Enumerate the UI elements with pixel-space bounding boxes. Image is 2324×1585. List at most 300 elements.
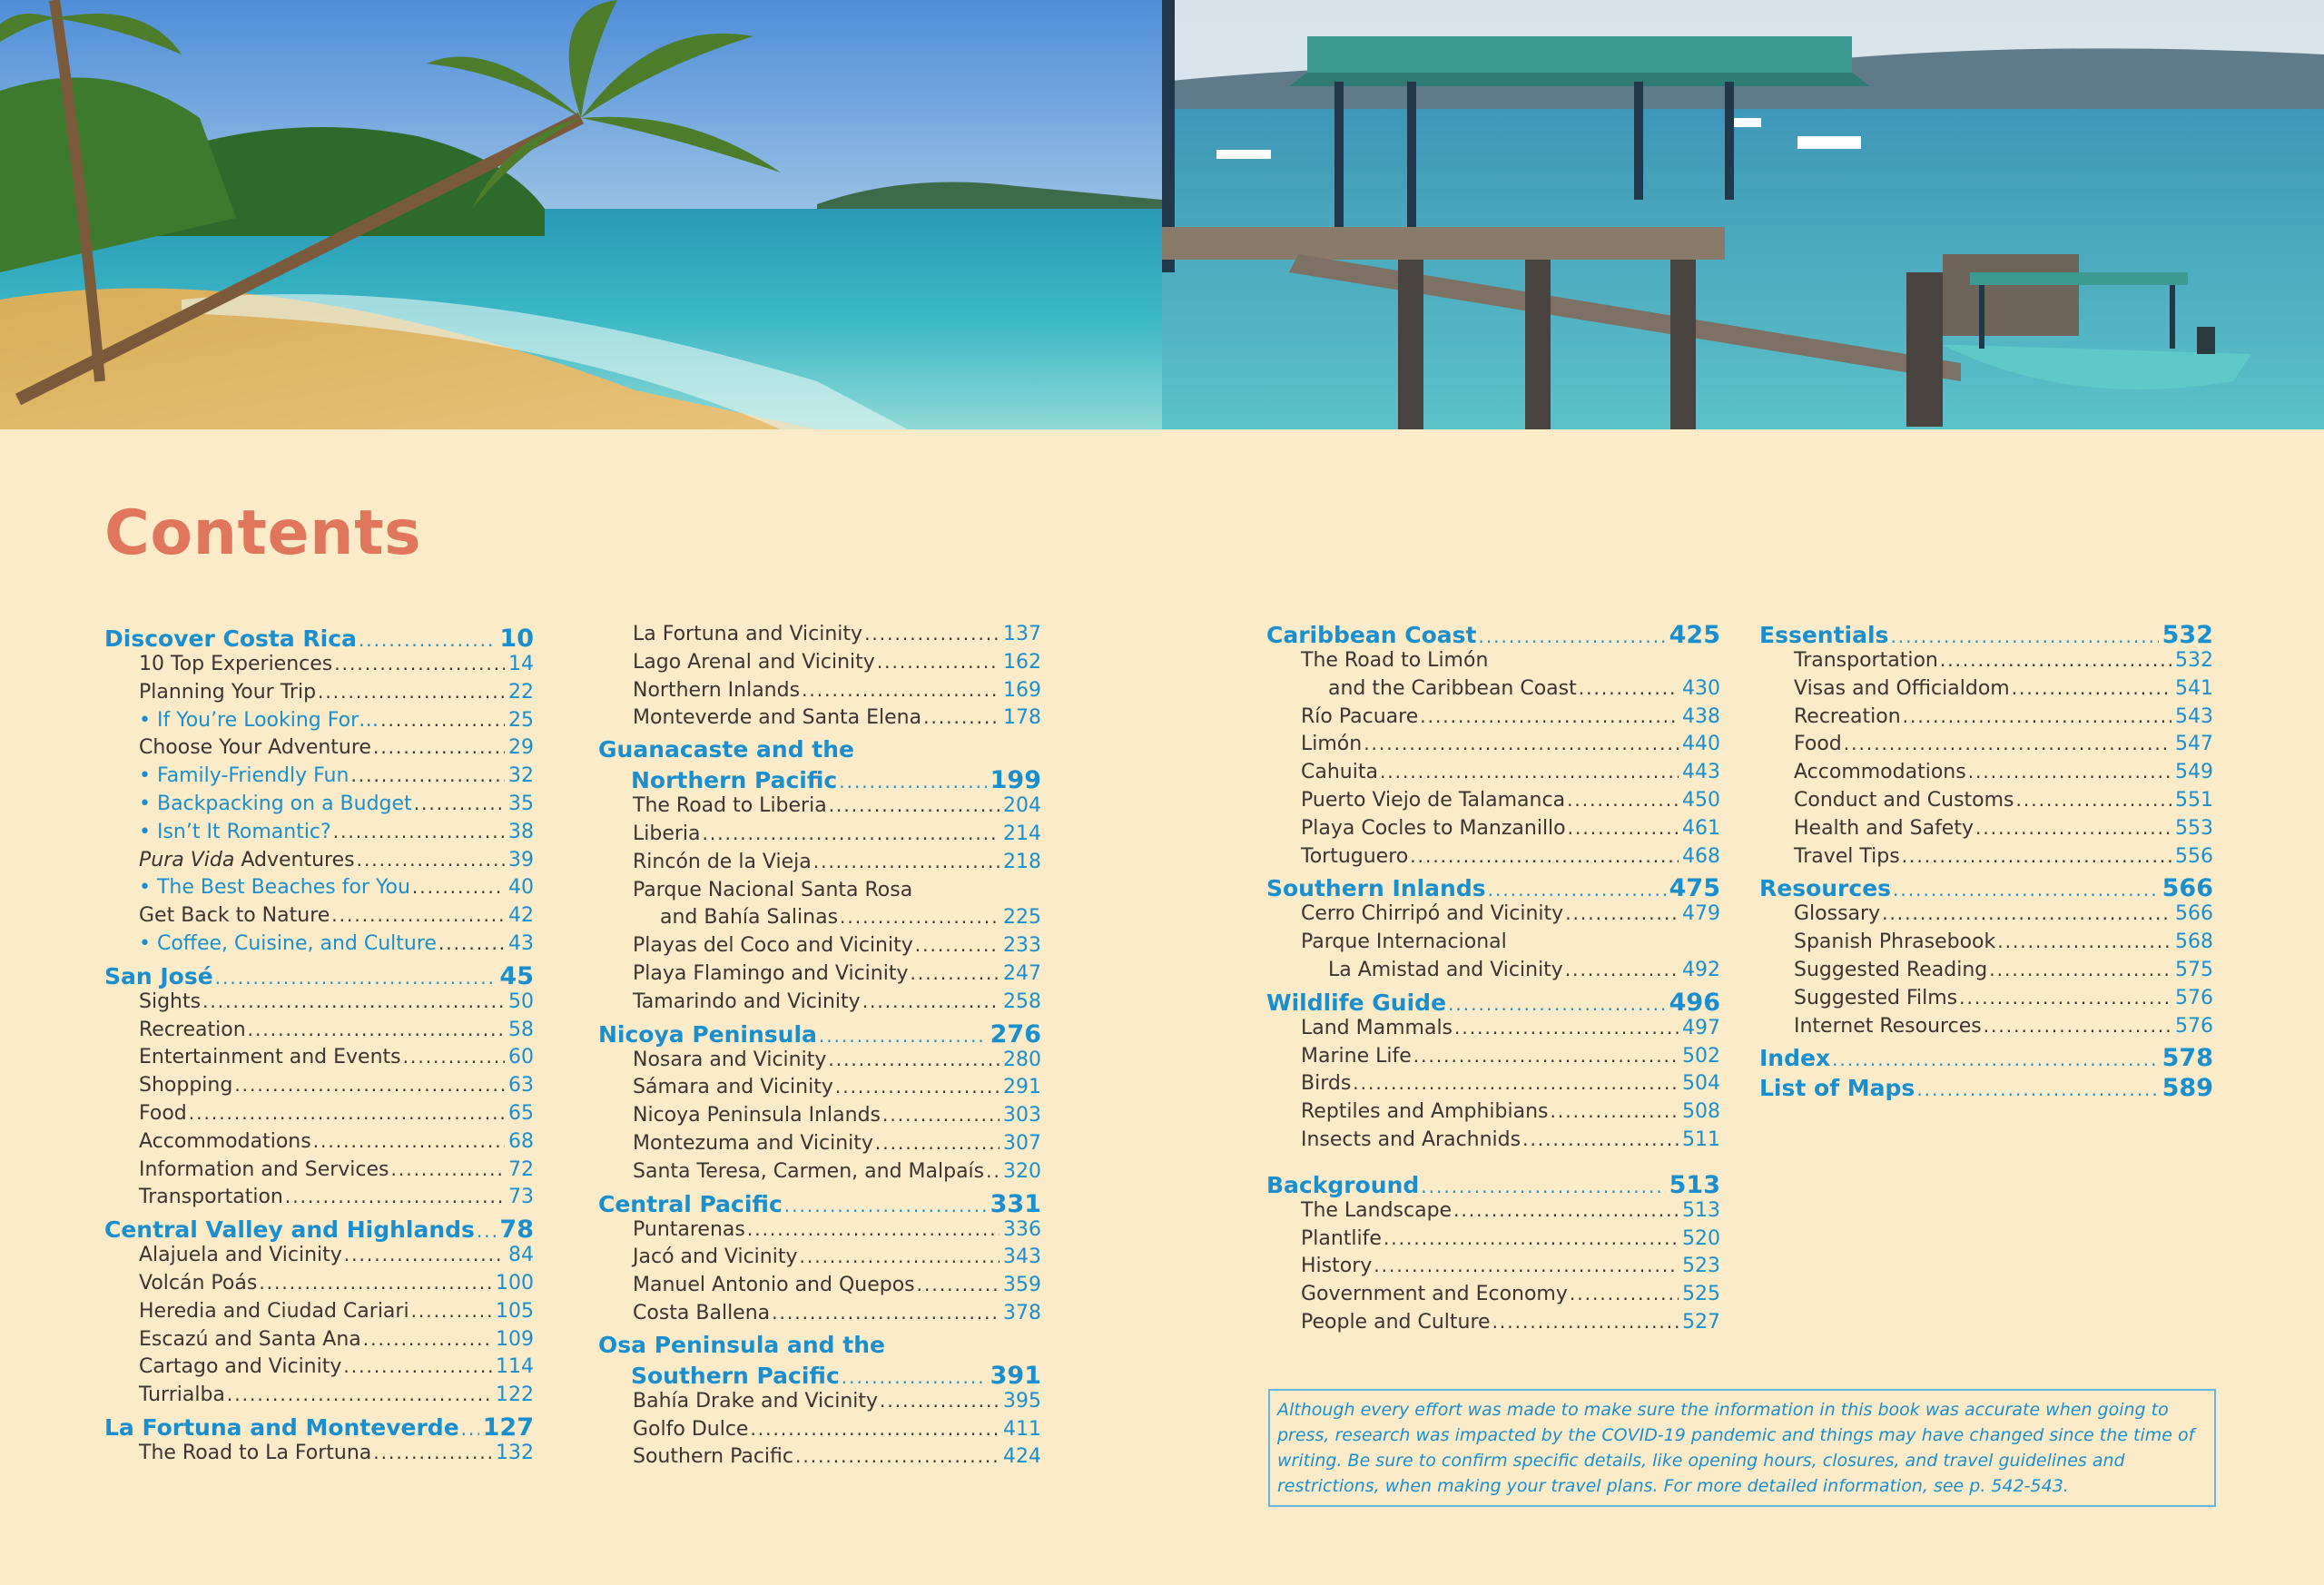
- page-number: 450: [1682, 788, 1720, 812]
- leader-dots: [1410, 845, 1679, 867]
- toc-entry-label: The Road to Limón: [1301, 649, 1489, 672]
- toc-section-entry[interactable]: [1266, 1171, 1720, 1199]
- page-number: 589: [2162, 1074, 2213, 1103]
- leader-dots: [1984, 1015, 2171, 1037]
- toc-entry[interactable]: [598, 822, 1041, 851]
- toc-entry[interactable]: [1266, 677, 1720, 705]
- leader-dots: [1989, 959, 2171, 980]
- toc-entry[interactable]: [104, 1355, 534, 1383]
- toc-entry-label: Nicoya Peninsula Inlands: [633, 1104, 881, 1127]
- toc-section-entry[interactable]: [1759, 621, 2213, 649]
- leader-dots: [1579, 677, 1679, 699]
- leader-dots: [1492, 1311, 1679, 1333]
- toc-entry[interactable]: [104, 1046, 534, 1074]
- toc-entry[interactable]: [598, 1132, 1041, 1160]
- leader-dots: [1832, 1048, 2159, 1070]
- leader-dots: [923, 706, 1000, 728]
- leader-dots: [910, 962, 1000, 984]
- leader-dots: [1353, 1072, 1679, 1094]
- toc-entry-label: Reptiles and Amphibians: [1301, 1100, 1549, 1124]
- page-number: 541: [2175, 676, 2213, 700]
- page-number: 468: [1682, 844, 1720, 868]
- toc-entry[interactable]: [598, 1048, 1041, 1077]
- leader-dots: [343, 1355, 492, 1377]
- leader-dots: [412, 876, 505, 898]
- leader-dots: [477, 1220, 496, 1242]
- toc-entry-label: • If You’re Looking For…: [139, 708, 379, 732]
- toc-entry-label: Marine Life: [1301, 1044, 1412, 1068]
- toc-entry[interactable]: [104, 932, 534, 960]
- toc-entry[interactable]: [104, 904, 534, 932]
- page-number: 100: [496, 1271, 534, 1295]
- page-number: 204: [1003, 794, 1041, 818]
- toc-section-entry[interactable]: [598, 736, 1041, 764]
- toc-section-entry[interactable]: [598, 1190, 1041, 1218]
- page-number: 566: [2175, 902, 2213, 926]
- leader-dots: [189, 1102, 505, 1124]
- toc-entry-label: Planning Your Trip: [139, 680, 317, 704]
- toc-entry-label: Recreation: [139, 1018, 246, 1041]
- toc-entry[interactable]: [104, 653, 534, 681]
- toc-entry[interactable]: [1759, 902, 2213, 930]
- page-number: 461: [1682, 816, 1720, 840]
- toc-entry[interactable]: [1266, 845, 1720, 873]
- page-number: 492: [1682, 958, 1720, 981]
- toc-entry[interactable]: [104, 1328, 534, 1356]
- page-number: 84: [508, 1244, 534, 1267]
- toc-entry[interactable]: [104, 1300, 534, 1328]
- leader-dots: [202, 990, 505, 1012]
- toc-entry-label: Government and Economy: [1301, 1283, 1568, 1306]
- toc-entry[interactable]: [104, 1074, 534, 1102]
- leader-dots: [1568, 817, 1679, 839]
- toc-entry-label: Information and Services: [139, 1157, 389, 1181]
- leader-dots: [318, 681, 505, 703]
- toc-entry-label: Puerto Viejo de Talamanca: [1301, 788, 1566, 812]
- header-photos: [0, 0, 2324, 429]
- page-number: 320: [1003, 1159, 1041, 1183]
- leader-dots: [2012, 677, 2171, 699]
- toc-section-entry[interactable]: [1266, 621, 1720, 649]
- leader-dots: [795, 1445, 1000, 1467]
- page-number: 496: [1669, 988, 1720, 1017]
- toc-entry[interactable]: [598, 851, 1041, 879]
- toc-entry-label: • Backpacking on a Budget: [139, 792, 412, 815]
- toc-entry[interactable]: [1266, 649, 1720, 677]
- toc-entry-label: The Road to Liberia: [633, 794, 827, 818]
- toc-entry-label: Accommodations: [1794, 761, 1966, 784]
- toc-entry-label: and Bahía Salinas: [660, 906, 839, 930]
- leader-dots: [1570, 1283, 1679, 1304]
- toc-section-entry[interactable]: [104, 625, 534, 653]
- leader-dots: [877, 651, 1000, 673]
- toc-section-entry[interactable]: [1759, 874, 2213, 902]
- page-number: 475: [1669, 874, 1720, 903]
- toc-entry[interactable]: [1759, 987, 2213, 1015]
- leader-dots: [1413, 1045, 1679, 1067]
- leader-dots: [248, 1019, 505, 1040]
- toc-entry[interactable]: [1759, 649, 2213, 677]
- toc-entry[interactable]: [104, 1272, 534, 1300]
- toc-entry[interactable]: [104, 1383, 534, 1412]
- leader-dots: [344, 1244, 505, 1265]
- toc-entry-label: • Family-Friendly Fun: [139, 764, 350, 788]
- leader-dots: [1890, 625, 2158, 647]
- leader-dots: [1551, 1100, 1679, 1122]
- toc-entry-label: Parque Internacional: [1301, 930, 1507, 954]
- toc-entry-label: List of Maps: [1759, 1075, 1915, 1102]
- toc-entry-label: Alajuela and Vicinity: [139, 1244, 342, 1267]
- toc-entry-label: The Road to La Fortuna: [139, 1441, 372, 1464]
- page-number: 32: [508, 764, 534, 788]
- page-number: 162: [1003, 650, 1041, 674]
- page-number: 525: [1682, 1283, 1720, 1306]
- leader-dots: [215, 967, 497, 989]
- leader-dots: [373, 1442, 492, 1463]
- section-gap: [1266, 1157, 1720, 1169]
- toc-entry[interactable]: [104, 1158, 534, 1186]
- toc-entry-label: Pura Vida Adventures: [139, 848, 355, 871]
- toc-entry-label: Bahía Drake and Vicinity: [633, 1389, 879, 1413]
- page-number: 438: [1682, 704, 1720, 728]
- toc-entry-label: Sights: [139, 989, 202, 1013]
- toc-entry-label: Background: [1266, 1171, 1420, 1198]
- toc-entry-label: Cerro Chirripó and Vicinity: [1301, 902, 1564, 926]
- leader-dots: [1567, 789, 1679, 811]
- toc-entry[interactable]: [598, 1445, 1041, 1473]
- toc-entry[interactable]: [1759, 1015, 2213, 1043]
- toc-entry-label: Montezuma and Vicinity: [633, 1131, 873, 1155]
- leader-dots: [703, 822, 1000, 844]
- toc-entry[interactable]: [1266, 930, 1720, 959]
- page-number: 233: [1003, 934, 1041, 958]
- leader-dots: [1916, 1078, 2158, 1100]
- page-number: 479: [1682, 902, 1720, 926]
- toc-column-3: [1266, 619, 1720, 1339]
- toc-entry-label: Southern Inlands: [1266, 875, 1486, 902]
- leader-dots: [800, 1245, 1000, 1267]
- toc-entry[interactable]: [1759, 705, 2213, 733]
- page-number: 511: [1682, 1127, 1720, 1151]
- toc-entry[interactable]: [104, 709, 534, 737]
- leader-dots: [1844, 733, 2171, 754]
- toc-entry-label: Tamarindo and Vicinity: [633, 989, 861, 1013]
- toc-section-entry[interactable]: [598, 1020, 1041, 1048]
- toc-entry[interactable]: [598, 1418, 1041, 1446]
- leader-dots: [1882, 902, 2171, 924]
- page-number: 22: [508, 680, 534, 704]
- leader-dots: [350, 764, 505, 786]
- leader-dots: [813, 851, 1000, 872]
- toc-entry[interactable]: [1266, 1311, 1720, 1339]
- toc-entry-label: Internet Resources: [1794, 1014, 1982, 1038]
- leader-dots: [2016, 789, 2171, 811]
- toc-entry-label: Plantlife: [1301, 1226, 1382, 1250]
- toc-entry-label: History: [1301, 1255, 1373, 1278]
- toc-entry[interactable]: [598, 1302, 1041, 1330]
- toc-entry[interactable]: [598, 879, 1041, 907]
- toc-entry[interactable]: [1759, 677, 2213, 705]
- page-number: 72: [508, 1157, 534, 1181]
- toc-section-entry[interactable]: [104, 962, 534, 990]
- leader-dots: [842, 1366, 987, 1388]
- toc-entry-label: Nosara and Vicinity: [633, 1048, 827, 1071]
- toc-entry[interactable]: [598, 1104, 1041, 1132]
- page-number: 42: [508, 904, 534, 928]
- toc-entry[interactable]: [598, 1160, 1041, 1188]
- toc-entry-label: 10 Top Experiences: [139, 653, 333, 675]
- page-number: 291: [1003, 1076, 1041, 1099]
- page-number: 502: [1682, 1044, 1720, 1068]
- page-number: 35: [508, 792, 534, 815]
- leader-dots: [882, 1104, 1000, 1126]
- page-number: 68: [508, 1129, 534, 1153]
- page-number: 40: [508, 876, 534, 900]
- palm-beach-photo: [0, 0, 1162, 429]
- page-number: 178: [1003, 706, 1041, 730]
- leader-dots: [1420, 705, 1679, 727]
- toc-entry-label: Land Mammals: [1301, 1016, 1453, 1039]
- toc-entry-label: Puntarenas: [633, 1217, 745, 1241]
- toc-entry-label: Guanacaste and the: [598, 736, 855, 763]
- toc-entry-label: Discover Costa Rica: [104, 625, 357, 652]
- leader-dots: [363, 1328, 492, 1350]
- page-number: 395: [1003, 1389, 1041, 1413]
- toc-entry-label: Transportation: [139, 1186, 283, 1209]
- toc-column-1: [104, 623, 534, 1470]
- page-number: 391: [990, 1361, 1041, 1390]
- toc-entry-label: Turrialba: [139, 1383, 225, 1407]
- page-number: 532: [2162, 621, 2213, 649]
- toc-entry[interactable]: [598, 934, 1041, 962]
- toc-entry-label: Lago Arenal and Vicinity: [633, 650, 875, 674]
- toc-entry[interactable]: [1266, 1283, 1720, 1311]
- toc-section-entry[interactable]: [1759, 1074, 2213, 1102]
- toc-entry[interactable]: [1759, 930, 2213, 959]
- toc-entry[interactable]: [104, 792, 534, 821]
- toc-entry[interactable]: [1266, 761, 1720, 789]
- page-number: 497: [1682, 1016, 1720, 1039]
- leader-dots: [917, 1274, 1000, 1295]
- toc-section-entry[interactable]: [1759, 1044, 2213, 1072]
- toc-entry[interactable]: [1759, 789, 2213, 817]
- leader-dots: [1380, 761, 1679, 783]
- leader-dots: [1940, 649, 2171, 671]
- leader-dots: [840, 906, 1000, 928]
- toc-entry[interactable]: [1759, 733, 2213, 761]
- toc-entry[interactable]: [1266, 1045, 1720, 1073]
- toc-entry[interactable]: [104, 1244, 534, 1272]
- toc-entry-label: Northern Pacific: [631, 767, 838, 794]
- toc-section-entry[interactable]: [598, 1332, 1041, 1360]
- leader-dots: [862, 990, 1000, 1012]
- toc-entry-label: Shopping: [139, 1074, 233, 1098]
- toc-entry[interactable]: [1266, 1128, 1720, 1157]
- page-number: 109: [496, 1327, 534, 1351]
- toc-entry[interactable]: [1266, 959, 1720, 987]
- toc-entry[interactable]: [1266, 789, 1720, 817]
- toc-entry[interactable]: [1266, 817, 1720, 845]
- toc-entry[interactable]: [104, 990, 534, 1019]
- toc-entry[interactable]: [598, 1390, 1041, 1418]
- toc-entry[interactable]: [598, 962, 1041, 990]
- toc-entry[interactable]: [104, 821, 534, 849]
- toc-entry-label-italic: Pura Vida: [139, 848, 235, 871]
- toc-entry[interactable]: [1266, 1227, 1720, 1255]
- leader-dots: [1893, 879, 2159, 901]
- leader-dots: [403, 1046, 505, 1068]
- leader-dots: [819, 1025, 987, 1047]
- leader-dots: [1565, 902, 1679, 924]
- toc-entry-label: Cartago and Vicinity: [139, 1355, 342, 1379]
- leader-dots: [864, 623, 1000, 645]
- page-title: Contents: [104, 497, 422, 569]
- leader-dots: [1384, 1227, 1679, 1249]
- page-number: 532: [2175, 649, 2213, 672]
- toc-entry-label: Recreation: [1794, 704, 1901, 728]
- toc-entry[interactable]: [598, 794, 1041, 822]
- toc-entry-label: Liberia: [633, 822, 701, 845]
- page-number: 424: [1003, 1445, 1041, 1469]
- page-number: 553: [2175, 816, 2213, 840]
- page-number: 411: [1003, 1417, 1041, 1441]
- toc-entry[interactable]: [1266, 705, 1720, 733]
- toc-section-entry[interactable]: [1266, 989, 1720, 1017]
- leader-dots: [414, 792, 505, 814]
- toc-entry[interactable]: [104, 876, 534, 904]
- page-number: 343: [1003, 1245, 1041, 1269]
- toc-entry[interactable]: [1266, 1072, 1720, 1100]
- toc-entry[interactable]: [1266, 1017, 1720, 1045]
- page-number: 543: [2175, 704, 2213, 728]
- toc-entry-label: • Coffee, Cuisine, and Culture: [139, 931, 437, 955]
- page-number: 307: [1003, 1131, 1041, 1155]
- toc-entry-label: Glossary: [1794, 902, 1881, 926]
- toc-entry-label: Transportation: [1794, 649, 1938, 672]
- toc-entry-label: The Landscape: [1301, 1198, 1452, 1222]
- page-number: 549: [2175, 761, 2213, 784]
- toc-entry-label: San José: [104, 962, 213, 989]
- toc-entry[interactable]: [1266, 733, 1720, 761]
- leader-dots: [1421, 1176, 1665, 1197]
- toc-entry[interactable]: [104, 849, 534, 877]
- toc-entry[interactable]: [104, 1019, 534, 1047]
- leader-dots: [1488, 879, 1666, 901]
- page-number: 440: [1682, 733, 1720, 756]
- toc-entry[interactable]: [598, 906, 1041, 934]
- toc-column-4: [1759, 619, 2213, 1102]
- page-number: 38: [508, 820, 534, 843]
- toc-entry[interactable]: [1266, 1199, 1720, 1227]
- toc-entry-label: Wildlife Guide: [1266, 989, 1447, 1016]
- toc-entry[interactable]: [598, 990, 1041, 1019]
- toc-entry-label: Birds: [1301, 1072, 1352, 1096]
- leader-dots: [802, 679, 1000, 701]
- page-number: 50: [508, 989, 534, 1013]
- leader-dots: [373, 736, 505, 758]
- page-number: 58: [508, 1018, 534, 1041]
- toc-entry-label: Insects and Arachnids: [1301, 1127, 1521, 1151]
- toc-entry[interactable]: [1759, 845, 2213, 873]
- toc-entry-label: Osa Peninsula and the: [598, 1331, 885, 1358]
- toc-entry-label: Escazú and Santa Ana: [139, 1327, 361, 1351]
- toc-entry[interactable]: [104, 736, 534, 764]
- leader-dots: [333, 821, 505, 842]
- page-number: 25: [508, 708, 534, 732]
- toc-entry[interactable]: [1759, 959, 2213, 987]
- toc-entry-label: Manuel Antonio and Quepos: [633, 1274, 915, 1297]
- toc-entry[interactable]: [104, 1442, 534, 1470]
- page-number: 105: [496, 1299, 534, 1323]
- toc-entry[interactable]: [104, 681, 534, 709]
- toc-entry[interactable]: [1266, 1100, 1720, 1128]
- page-number: 169: [1003, 678, 1041, 702]
- toc-entry[interactable]: [598, 1274, 1041, 1302]
- page-number: 280: [1003, 1048, 1041, 1071]
- leader-dots: [411, 1300, 492, 1322]
- toc-entry-label: Get Back to Nature: [139, 904, 330, 928]
- toc-entry[interactable]: [598, 706, 1041, 734]
- toc-entry[interactable]: [1266, 902, 1720, 930]
- toc-entry[interactable]: [598, 1218, 1041, 1246]
- toc-entry-label: Tortuguero: [1301, 844, 1409, 868]
- toc-section-entry[interactable]: [104, 1413, 534, 1442]
- toc-entry[interactable]: [1759, 761, 2213, 789]
- leader-dots: [438, 932, 505, 954]
- toc-entry[interactable]: [104, 764, 534, 792]
- page-number: 523: [1682, 1255, 1720, 1278]
- leader-dots: [772, 1302, 1000, 1324]
- page-number: 575: [2175, 958, 2213, 981]
- toc-section-entry[interactable]: [1266, 874, 1720, 902]
- toc-section-entry[interactable]: [104, 1216, 534, 1244]
- toc-section-entry[interactable]: [598, 766, 1041, 794]
- toc-entry[interactable]: [1759, 817, 2213, 845]
- toc-entry[interactable]: [104, 1102, 534, 1130]
- toc-entry-label: Río Pacuare: [1301, 704, 1419, 728]
- toc-entry[interactable]: [598, 1076, 1041, 1104]
- page-number: 78: [499, 1216, 534, 1245]
- page-number: 14: [508, 653, 534, 675]
- toc-entry-label: Suggested Reading: [1794, 958, 1988, 981]
- toc-section-entry[interactable]: [598, 1362, 1041, 1390]
- covid-disclaimer-note: Although every effort was made to make sure the information in this book was accurate when going to press, research was impacted by the COVID-19 pandemic and things may have changed since the time of writing. Be sure to confirm specific details, like opening hours, closures, and travel guidelines and restrictions, when making your travel plans. For more detailed information, see p. 542-543.: [1268, 1389, 2216, 1507]
- leader-dots: [915, 934, 1000, 956]
- leader-dots: [1448, 993, 1666, 1015]
- page-number: 547: [2175, 733, 2213, 756]
- leader-dots: [828, 1048, 1000, 1070]
- toc-entry[interactable]: [598, 623, 1041, 651]
- toc-entry-label: La Fortuna and Vicinity: [633, 623, 863, 645]
- toc-entry-label: La Amistad and Vicinity: [1328, 958, 1563, 981]
- toc-entry[interactable]: [104, 1186, 534, 1214]
- leader-dots: [986, 1160, 1000, 1182]
- toc-entry-label: Cahuita: [1301, 761, 1378, 784]
- page-number: 576: [2175, 986, 2213, 1009]
- page-number: 425: [1669, 621, 1720, 649]
- page-number: 359: [1003, 1274, 1041, 1297]
- toc-entry[interactable]: [598, 1245, 1041, 1274]
- leader-dots: [1522, 1128, 1679, 1150]
- page-number: 199: [990, 766, 1041, 795]
- toc-entry[interactable]: [1266, 1255, 1720, 1283]
- toc-entry-label: Sámara and Vicinity: [633, 1076, 833, 1099]
- toc-entry-label: Accommodations: [139, 1129, 311, 1153]
- page-number: 73: [508, 1186, 534, 1209]
- toc-entry[interactable]: [598, 651, 1041, 679]
- toc-entry[interactable]: [598, 679, 1041, 707]
- toc-entry[interactable]: [104, 1130, 534, 1158]
